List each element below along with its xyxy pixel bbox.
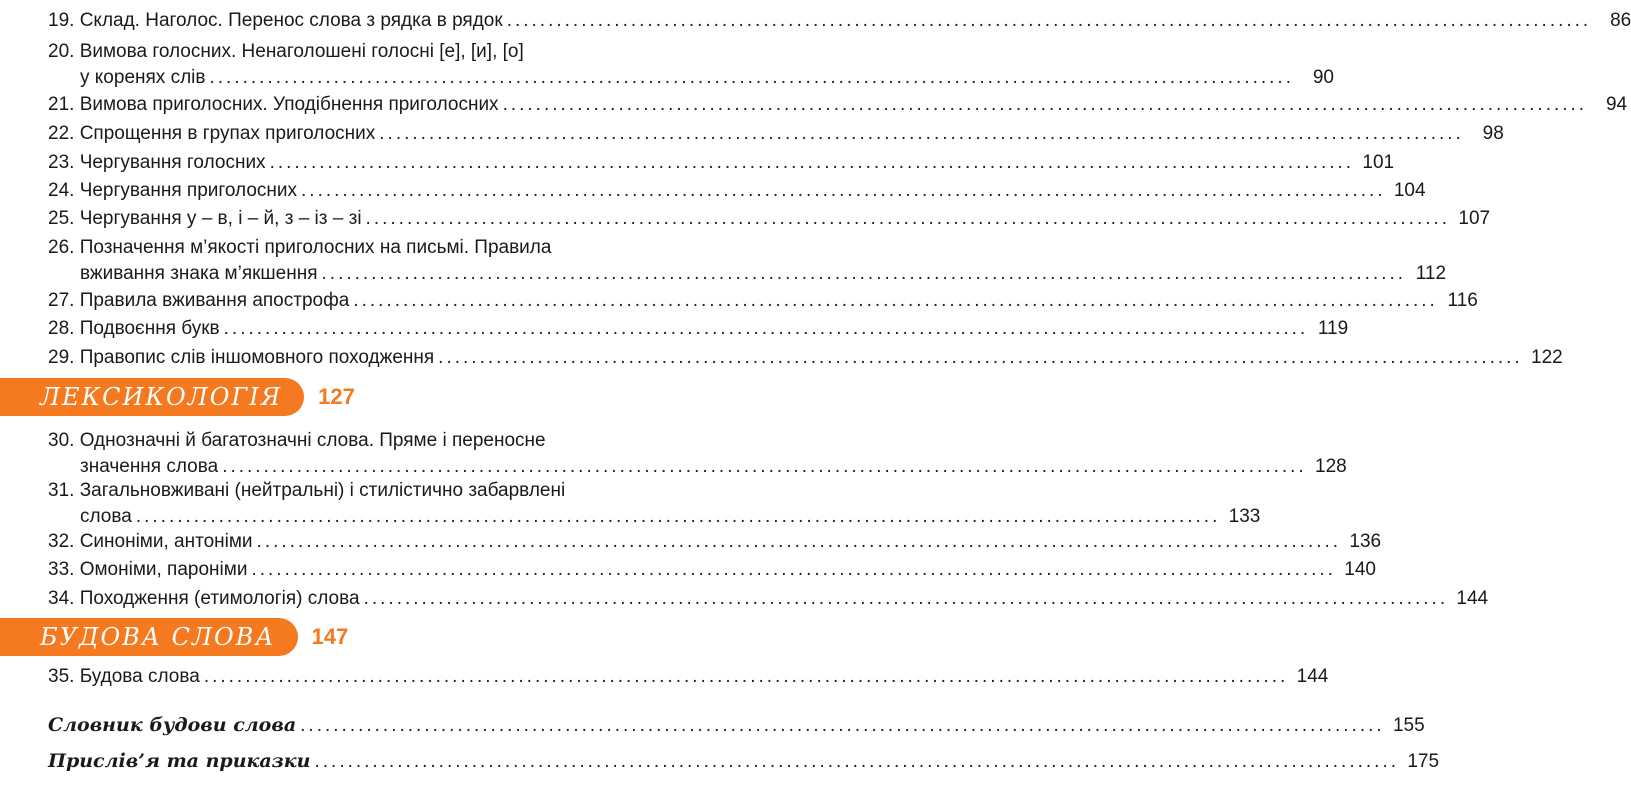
section-title: ЛЕКСИКОЛОГІЯ xyxy=(0,378,304,416)
entry-page: 144 xyxy=(1296,666,1329,687)
entry-page: 133 xyxy=(1228,506,1261,527)
entry-title: значення слова xyxy=(80,456,219,477)
entry-title: 25. Чергування у – в, і – й, з – із – зі xyxy=(48,208,362,229)
dot-leader: ................................................................................................................................... xyxy=(506,10,1592,31)
entry-page: 90 xyxy=(1312,67,1334,88)
dot-leader: ................................................................................................................................... xyxy=(502,94,1588,115)
toc-entry-29 xyxy=(48,345,1563,371)
toc-entry-24 xyxy=(48,178,1426,204)
entry-page: 119 xyxy=(1317,318,1349,339)
dot-leader: ................................................................................................................................... xyxy=(251,559,1336,580)
entry-page: 175 xyxy=(1407,751,1440,772)
entry-title: 29. Правопис слів іншомовного походження xyxy=(48,347,435,368)
toc-entry-35 xyxy=(48,664,1329,690)
section-header-lexicology xyxy=(0,378,355,416)
entry-title-line1: 26. Позначення м’якості приголосних на письмі. Правила xyxy=(48,237,552,258)
toc-entry-21 xyxy=(48,92,1628,118)
toc-entry-27 xyxy=(48,288,1478,314)
entry-title: Прислів’я та приказки xyxy=(48,750,311,772)
dot-leader: ................................................................................................................................... xyxy=(301,180,1386,201)
entry-title-line1: 30. Однозначні й багатозначні слова. Пряме і переносне xyxy=(48,430,546,451)
toc-entry-34 xyxy=(48,586,1489,612)
entry-title: 19. Склад. Наголос. Перенос слова з рядка в рядок xyxy=(48,10,503,31)
dot-leader: ................................................................................................................................... xyxy=(365,208,1451,229)
dot-leader: ................................................................................................................................... xyxy=(379,123,1464,144)
toc-entry-32 xyxy=(48,529,1382,555)
toc-entry-proverbs xyxy=(48,748,1440,775)
toc-entry-20 xyxy=(48,39,1334,91)
entry-title: 28. Подвоєння букв xyxy=(48,318,220,339)
dot-leader: ................................................................................................................................... xyxy=(438,347,1523,368)
dot-leader: ................................................................................................................................... xyxy=(300,715,1385,736)
entry-page: 122 xyxy=(1531,347,1563,368)
entry-page: 136 xyxy=(1349,531,1382,552)
entry-title: 32. Синоніми, антоніми xyxy=(48,531,253,552)
entry-title: 21. Вимова приголосних. Уподібнення приголосних xyxy=(48,94,499,115)
toc-entry-33 xyxy=(48,557,1376,583)
toc-entry-19 xyxy=(48,8,1631,34)
toc-entry-28 xyxy=(48,316,1349,342)
entry-title: 34. Походження (етимологія) слова xyxy=(48,588,360,609)
dot-leader: ................................................................................................................................... xyxy=(314,751,1400,772)
entry-title-line1: 31. Загальновживані (нейтральні) і стилістично забарвлені xyxy=(48,480,566,501)
entry-title: 27. Правила вживання апострофа xyxy=(48,290,350,311)
dot-leader: ................................................................................................................................... xyxy=(222,456,1307,477)
section-title: БУДОВА СЛОВА xyxy=(0,618,298,656)
toc-entry-31 xyxy=(48,478,1261,530)
dot-leader: ................................................................................................................................... xyxy=(135,506,1221,527)
toc-entry-30 xyxy=(48,428,1347,480)
entry-title: 24. Чергування приголосних xyxy=(48,180,298,201)
section-page: 127 xyxy=(318,384,355,409)
entry-page: 155 xyxy=(1392,715,1425,736)
entry-page: 104 xyxy=(1393,180,1426,201)
toc-entry-23 xyxy=(48,150,1395,176)
toc-entry-dictionary xyxy=(48,712,1425,739)
entry-page: 116 xyxy=(1447,290,1478,311)
entry-title: вживання знака м’якшення xyxy=(80,263,318,284)
dot-leader: ................................................................................................................................... xyxy=(363,588,1449,609)
entry-title: слова xyxy=(80,506,132,527)
entry-title: Словник будови слова xyxy=(48,714,297,736)
entry-page: 112 xyxy=(1415,263,1447,284)
dot-leader: ................................................................................................................................... xyxy=(353,290,1438,311)
dot-leader: ................................................................................................................................... xyxy=(203,666,1289,687)
section-header-word-structure xyxy=(0,618,348,656)
toc-entry-25 xyxy=(48,206,1491,232)
entry-page: 94 xyxy=(1605,94,1628,115)
entry-page: 128 xyxy=(1315,456,1347,477)
entry-page: 144 xyxy=(1456,588,1489,609)
entry-title: 33. Омоніми, пароніми xyxy=(48,559,248,580)
entry-page: 98 xyxy=(1482,123,1504,144)
dot-leader: ................................................................................................................................... xyxy=(321,263,1407,284)
entry-title: у коренях слів xyxy=(80,67,206,88)
section-page: 147 xyxy=(311,624,349,649)
toc-entry-26 xyxy=(48,235,1447,287)
dot-leader: ................................................................................................................................... xyxy=(223,318,1309,339)
dot-leader: ................................................................................................................................... xyxy=(256,531,1342,552)
toc-entry-22 xyxy=(48,121,1504,147)
entry-page: 107 xyxy=(1458,208,1491,229)
entry-title: 23. Чергування голосних xyxy=(48,152,266,173)
dot-leader: ................................................................................................................................... xyxy=(209,67,1294,88)
entry-page: 86 xyxy=(1610,10,1631,31)
entry-title-line1: 20. Вимова голосних. Ненаголошені голосні [е], [и], [о] xyxy=(48,41,524,62)
entry-page: 101 xyxy=(1362,152,1395,173)
entry-title: 22. Спрощення в групах приголосних xyxy=(48,123,376,144)
dot-leader: ................................................................................................................................... xyxy=(269,152,1355,173)
entry-page: 140 xyxy=(1344,559,1376,580)
entry-title: 35. Будова слова xyxy=(48,666,200,687)
